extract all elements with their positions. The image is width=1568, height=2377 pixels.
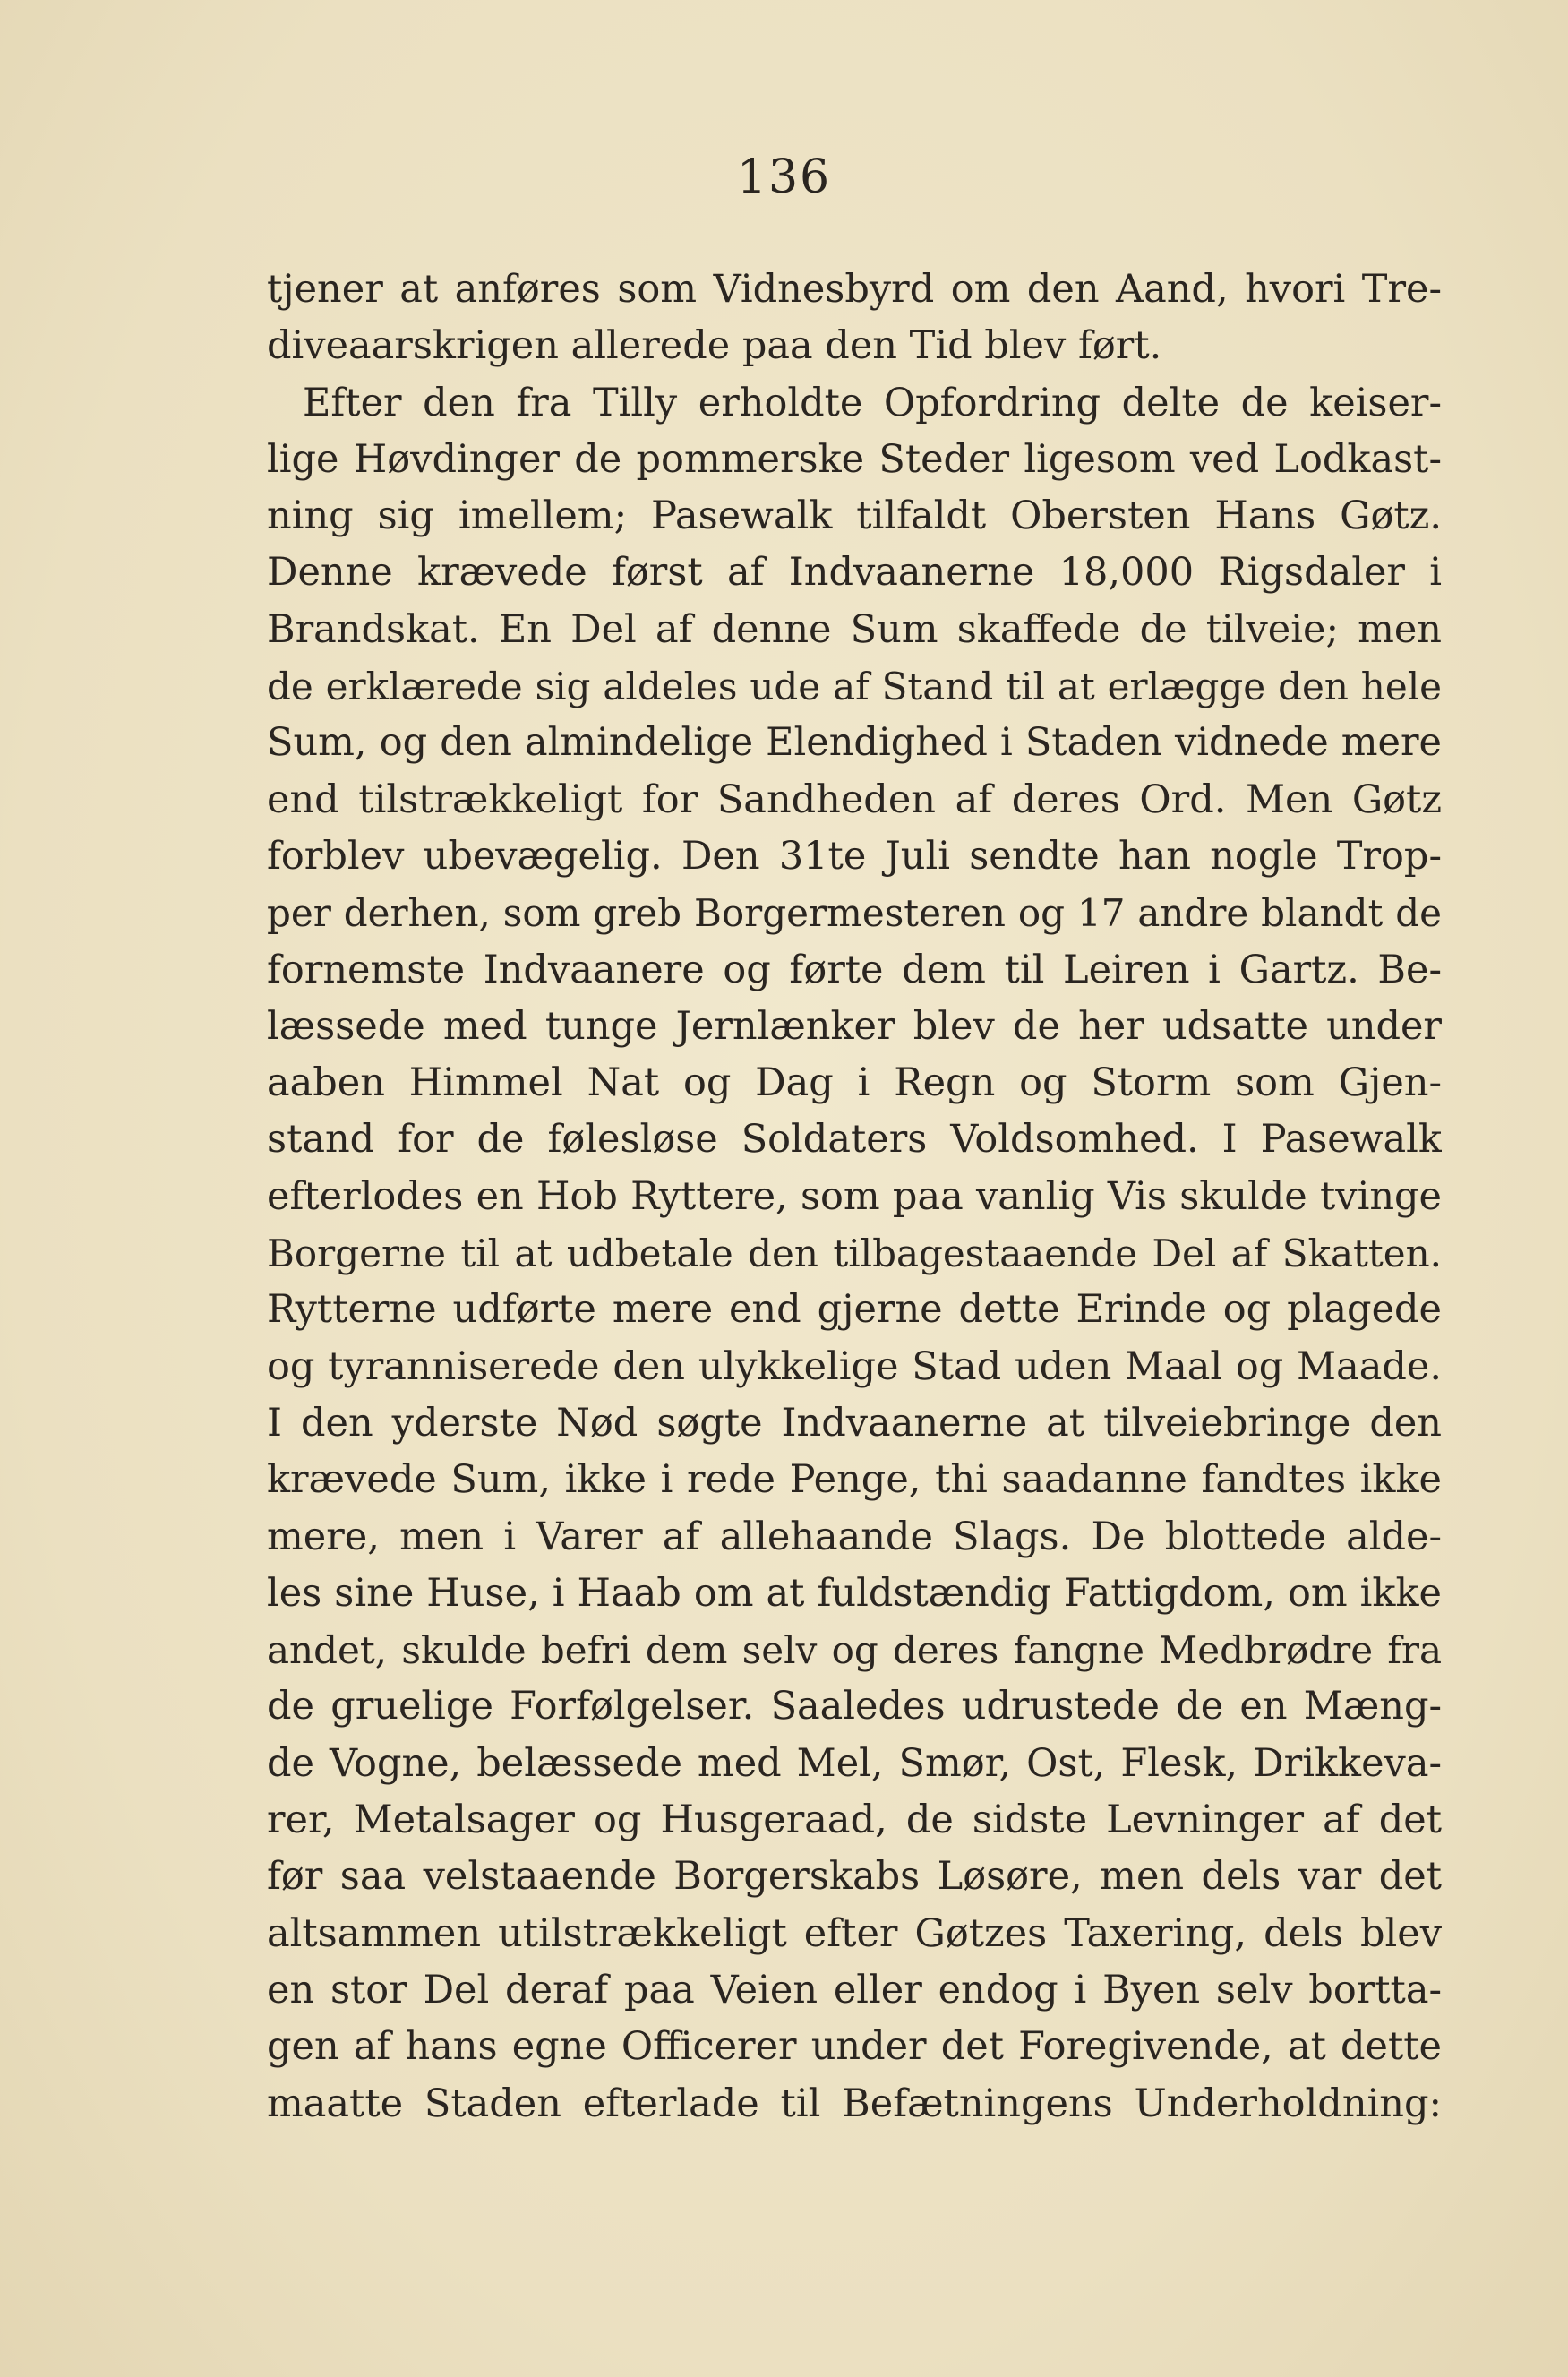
text-line: de gruelige Forfølgelser. Saaledes udrustede de en Mæng-: [267, 1684, 1442, 1729]
text-line: diveaarskrigen allerede paa den Tid blev ført.: [267, 323, 1162, 369]
text-line: maatte Staden efterlade til Befætningens Underholdning:: [267, 2081, 1442, 2126]
text-line: og tyranniserede den ulykkelige Stad uden Maal og Maade.: [267, 1343, 1442, 1389]
text-line: rer, Metalsager og Husgeraad, de sidste Levninger af det: [267, 1798, 1442, 1843]
text-line: forblev ubevægelig. Den 31te Juli sendte han nogle Trop-: [267, 833, 1442, 879]
text-line: I den yderste Nød søgte Indvaanerne at tilveiebringe den: [267, 1400, 1442, 1446]
text-line: Borgerne til at udbetale den tilbagestaaende Del af Skatten.: [267, 1231, 1442, 1276]
text-line: tjener at anføres som Vidnesbyrd om den Aand, hvori Tre-: [267, 267, 1442, 312]
text-line: altsammen utilstrækkeligt efter Gøtzes Taxering, dels blev: [267, 1910, 1442, 1956]
text-line: de Vogne, belæssede med Mel, Smør, Ost, Flesk, Drikkeva-: [267, 1740, 1442, 1786]
text-line: efterlodes en Hob Ryttere, som paa vanlig Vis skulde tvinge: [267, 1173, 1442, 1219]
text-line: per derhen, som greb Borgermesteren og 17 andre blandt de: [267, 891, 1442, 936]
text-line: mere, men i Varer af allehaande Slags. De blottede alde-: [267, 1514, 1442, 1559]
text-line: stand for de følesløse Soldaters Voldsomhed. I Pasewalk: [267, 1117, 1442, 1163]
page-number: 136: [736, 150, 832, 204]
text-line: Efter den fra Tilly erholdte Opfordring delte de keiser-: [303, 380, 1442, 425]
text-line: Brandskat. En Del af denne Sum skaffede de tilveie; men: [267, 606, 1442, 652]
text-line: lige Høvdinger de pommerske Steder ligesom ved Lodkast-: [267, 436, 1442, 482]
text-line: de erklærede sig aldeles ude af Stand til at erlægge den hele: [267, 665, 1442, 709]
text-line: Denne krævede først af Indvaanerne 18,000 Rigsdaler i: [267, 550, 1442, 596]
body-text: [267, 262, 1442, 2132]
text-line: Rytterne udførte mere end gjerne dette Erinde og plagede: [267, 1287, 1442, 1333]
text-line: læssede med tunge Jernlænker blev de her udsatte under: [267, 1003, 1442, 1049]
text-line: ning sig imellem; Pasewalk tilfaldt Obersten Hans Gøtz.: [267, 493, 1442, 539]
text-line: en stor Del deraf paa Veien eller endog i Byen selv bortta-: [267, 1967, 1442, 2012]
text-line: andet, skulde befri dem selv og deres fangne Medbrødre fra: [267, 1628, 1442, 1673]
text-line: les sine Huse, i Haab om at fuldstændig Fattigdom, om ikke: [267, 1570, 1442, 1616]
text-line: krævede Sum, ikke i rede Penge, thi saadanne fandtes ikke: [267, 1457, 1442, 1503]
text-line: Sum, og den almindelige Elendighed i Staden vidnede mere: [267, 720, 1442, 766]
text-line: end tilstrækkeligt for Sandheden af deres Ord. Men Gøtz: [267, 777, 1442, 822]
text-line: aaben Himmel Nat og Dag i Regn og Storm som Gjen-: [267, 1060, 1442, 1106]
text-line: gen af hans egne Officerer under det Foregivende, at dette: [267, 2024, 1442, 2070]
text-line: før saa velstaaende Borgerskabs Løsøre, men dels var det: [267, 1854, 1442, 1900]
text-line: fornemste Indvaanere og førte dem til Leiren i Gartz. Be-: [267, 947, 1442, 992]
